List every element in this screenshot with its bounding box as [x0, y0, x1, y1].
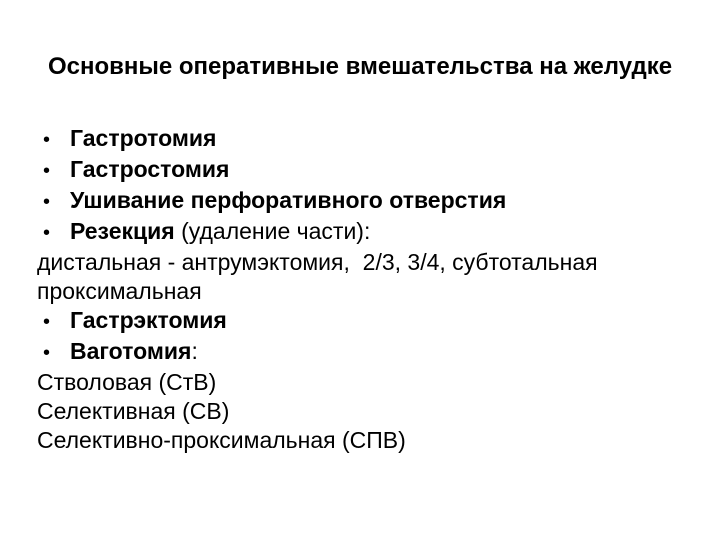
- list-item: [37, 217, 707, 248]
- bullet-list: [37, 124, 707, 455]
- list-item: [37, 248, 707, 277]
- list-item-text: :: [191, 338, 198, 364]
- bullet-icon: •: [43, 311, 51, 333]
- bullet-icon: •: [43, 129, 51, 151]
- list-item: [37, 277, 707, 306]
- list-item-text: (удаление части):: [174, 218, 371, 244]
- list-item-text: проксимальная: [37, 278, 202, 304]
- list-item: [37, 155, 707, 186]
- list-item-text: Стволовая (СтВ): [37, 369, 217, 395]
- bullet-icon: •: [43, 342, 51, 364]
- list-item: [37, 124, 707, 155]
- slide-title: Основные оперативные вмешательства на желудке: [47, 53, 673, 80]
- list-item-text: Ушивание перфоративного отверстия: [70, 187, 507, 213]
- list-item-text: дистальная - антрумэктомия, 2/3, 3/4, субтотальная: [37, 249, 598, 275]
- list-item: [37, 306, 707, 337]
- list-item-text: Резекция: [70, 218, 175, 244]
- bullet-icon: •: [43, 160, 51, 182]
- list-item-text: Гастротомия: [70, 125, 217, 151]
- list-item-text: Гастростомия: [70, 156, 230, 182]
- bullet-icon: •: [43, 191, 51, 213]
- list-item: [37, 397, 707, 426]
- bullet-icon: •: [43, 222, 51, 244]
- list-item: [37, 186, 707, 217]
- list-item: [37, 337, 707, 368]
- list-item-text: Ваготомия: [70, 338, 192, 364]
- list-item-text: Селективная (СВ): [37, 398, 230, 424]
- list-item: [37, 426, 707, 455]
- list-item-text: Гастрэктомия: [70, 307, 227, 333]
- list-item-text: Селективно-проксимальная (СПВ): [37, 427, 406, 453]
- list-item: [37, 368, 707, 397]
